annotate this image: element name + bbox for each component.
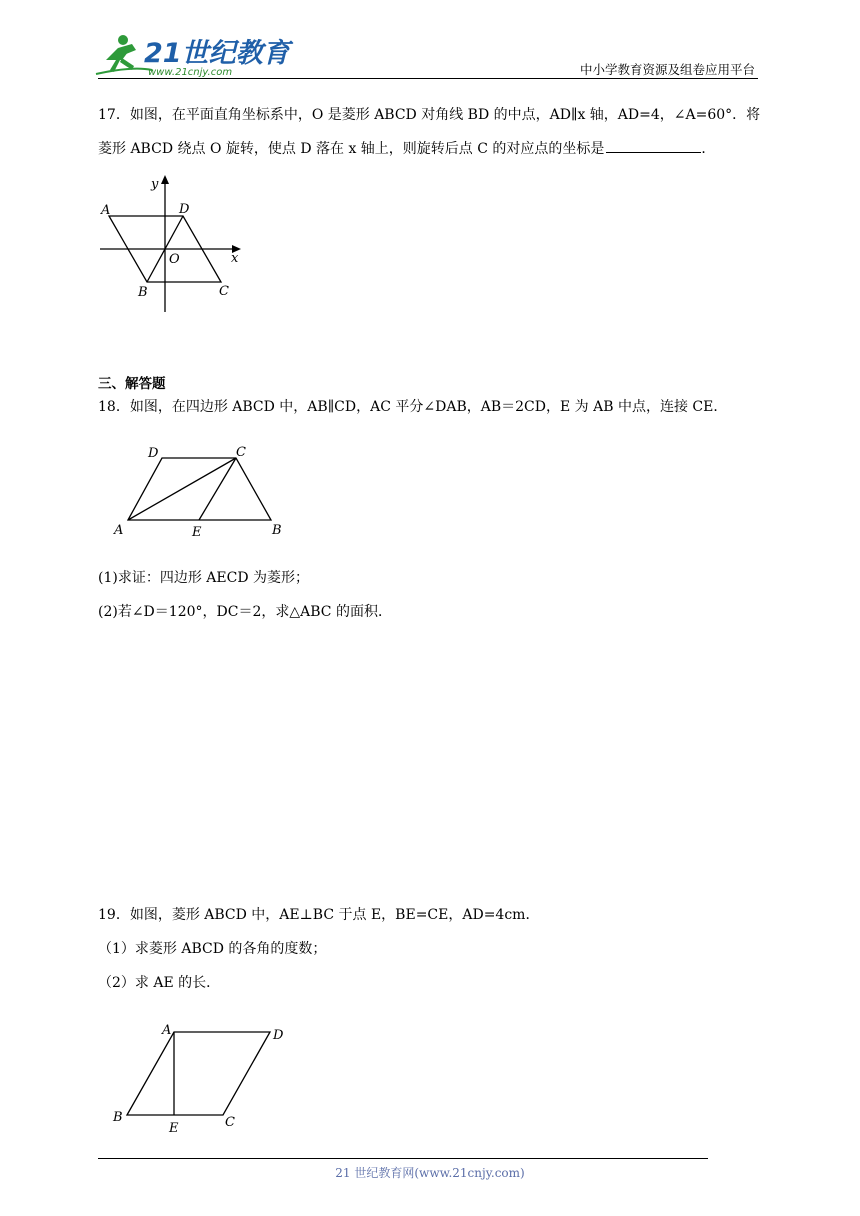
q19-figure: [105, 1018, 295, 1138]
q17-answer-blank: [606, 138, 701, 153]
q19-label-e: E: [169, 1121, 179, 1136]
q18-stem: 18．如图，在四边形 ABCD 中，AB∥CD，AC 平分∠DAB，AB＝2CD，E 为 AB 中点，连接 CE．: [98, 399, 728, 415]
footer-text: 21 世纪教育网(www.21cnjy.com): [335, 1166, 525, 1180]
q17-line2-text: 菱形 ABCD 绕点 O 旋转，使点 D 落在 x 轴上，则旋转后点 C 的对应点的坐标是: [98, 141, 605, 157]
q18-label-e: E: [192, 525, 202, 540]
q18-part1: (1)求证：四边形 AECD 为菱形；: [98, 570, 309, 586]
q18-label-d: D: [148, 446, 159, 461]
q18-label-b: B: [272, 523, 282, 538]
q19-label-b: B: [113, 1110, 123, 1125]
q17-label-d: D: [179, 202, 190, 217]
logo-sub-text: www.21cnjy.com: [148, 67, 233, 78]
q19-part1: （1）求菱形 ABCD 的各角的度数；: [98, 941, 327, 957]
q19-part2: （2）求 AE 的长．: [98, 975, 221, 991]
q18-segment-ce: [199, 458, 236, 520]
q17-line1: 17．如图，在平面直角坐标系中，O 是菱形 ABCD 对角线 BD 的中点，AD∥x 轴，AD=4，∠A=60°．将: [98, 107, 761, 123]
q19-rhombus: [127, 1032, 270, 1115]
q17-label-o: O: [169, 252, 180, 267]
q17-line2-end: ．: [701, 141, 716, 157]
q17-label-a: A: [101, 203, 111, 218]
q17-y-arrow-icon: [161, 175, 169, 184]
q17-label-c: C: [219, 284, 229, 299]
q19-label-d: D: [273, 1028, 284, 1043]
q17-line2: [98, 138, 715, 160]
q19-label-c: C: [225, 1115, 235, 1130]
q17-figure: [95, 168, 255, 318]
footer-divider: [98, 1158, 708, 1159]
q18-trapezoid: [128, 458, 271, 520]
section-title: 三、解答题: [98, 376, 166, 392]
q18-segment-ac: [128, 458, 236, 520]
header-divider: [98, 78, 758, 79]
q18-figure: [108, 440, 293, 542]
q17-label-b: B: [138, 285, 148, 300]
q18-label-c: C: [236, 445, 246, 460]
q17-label-y: y: [151, 177, 159, 192]
q18-label-a: A: [114, 523, 124, 538]
logo-main-text: 21世纪教育: [144, 38, 290, 69]
q18-part2: (2)若∠D＝120°，DC＝2，求△ABC 的面积．: [98, 604, 392, 620]
site-title: 中小学教育资源及组卷应用平台: [579, 62, 755, 77]
q19-stem: 19．如图，菱形 ABCD 中，AE⊥BC 于点 E，BE=CE，AD=4cm．: [98, 907, 540, 923]
q19-label-a: A: [162, 1023, 172, 1038]
q17-label-x: x: [231, 251, 239, 266]
site-logo: [92, 30, 290, 80]
